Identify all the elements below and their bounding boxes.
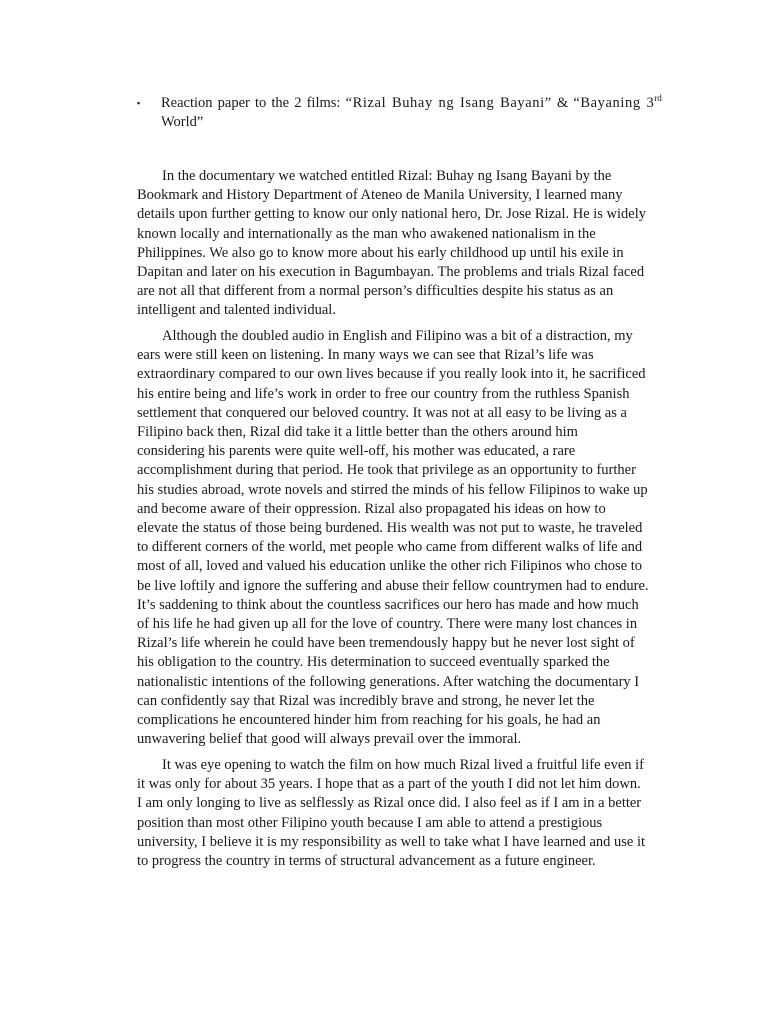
paragraph-2: Although the doubled audio in English and Filipino was a bit of a distraction, my ears were still keen on listening. In many ways we can see that Rizal’s life was extraordinary compared to our own lives because if you really look into it, he sacrificed his entire being and life’s work in order to free our country from the ruthless Spanish settlement that conquered our beloved country. It was not at all easy to be living as a Filipino back then, Rizal did take it a little better than the others around him considering his parents were quite well-off, his mother was educated, a rare accomplishment during that period. He took that privilege as an opportunity to further his studies abroad, wrote novels and stirred the minds of his fellow Filipinos to wake up and become aware of their oppression. Rizal also propagated his ideas on how to elevate the status of those being burdened. His wealth was not put to waste, he traveled to different corners of the world, met people who came from different walks of life and most of all, loved and valued his education unlike the other rich Filipinos who chose to be live loftily and ignore the suffering and abuse their fellow countrymen had to endure. It’s saddening to think about the countless sacrifices our hero has made and how much of his life he had given up all for the love of country. There were many lost chances in Rizal’s life wherein he could have been tremendously happy but he never lost sight of his obligation to the country. His determination to succeed eventually sparked the nationalistic intentions of the following generations. After watching the documentary I can confidently say that Rizal was incredibly brave and strong, he never let the complications he encountered hinder him from reaching for his goals, he had an unwavering belief that good will always prevail over the immoral. [137, 328, 649, 748]
heading-connector: & [551, 95, 574, 111]
paragraph-3: It was eye opening to watch the film on how much Rizal lived a fruitful life even if it was only for about 35 years. I hope that as a part of the youth I did not let him down. I am only longing to live as selflessly as Rizal once did. I also feel as if I am in a better position than most other Filipino youth because I am able to attend a prestigious university, I believe it is my responsibility as well to take what I have learned and use it to progress the country in terms of structural advancement as a future engineer. [137, 757, 646, 870]
heading-text [161, 94, 677, 132]
paragraph-1: In the documentary we watched entitled Rizal: Buhay ng Isang Bayani by the Bookmark and History Department of Ateneo de Manila University, I learned many details upon further getting to know our only national hero, Dr. Jose Rizal. He is widely known locally and internationally as the man who awakened nationalism in the Philippines. We also go to know more about his early childhood up until his exile in Dapitan and later on his execution in Bagumbayan. The problems and trials Rizal faced are not all that different from a normal person’s difficulties despite his status as an intelligent and talented individual. [137, 168, 647, 319]
heading-ordinal-suffix: rd [654, 93, 662, 103]
heading-film-title-2-end: World” [161, 114, 204, 130]
heading-film-title-1: “Rizal Buhay ng Isang Bayani” [345, 95, 552, 111]
document-heading [137, 94, 677, 132]
heading-lead: Reaction paper to the 2 films: [161, 95, 346, 111]
bullet-square-icon: ▪ [137, 98, 141, 108]
heading-film-title-2: “Bayaning 3 [573, 95, 655, 111]
